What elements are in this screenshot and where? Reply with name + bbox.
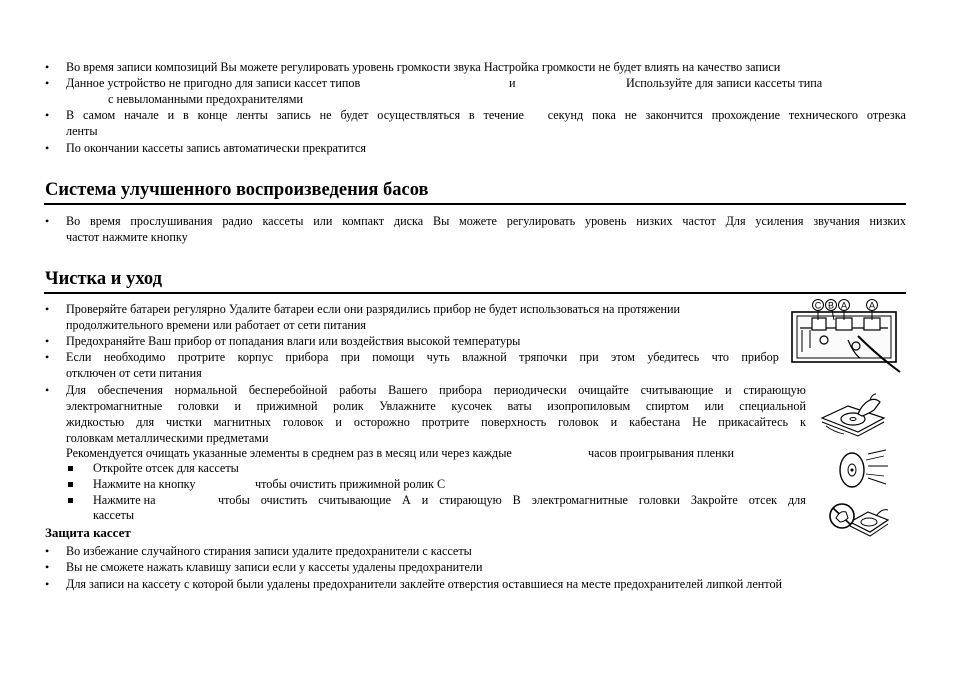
square-bullet [68,482,73,487]
cd-sun-warning-icon [834,446,890,492]
bullet: • [45,350,50,364]
care-battery-note-cont: продолжительного времени или работает от сети питания [66,318,367,332]
tape-head-diagram-icon [788,296,906,376]
bullet: • [45,302,50,316]
section-divider [44,292,906,294]
diagram-label-c: C [814,300,822,311]
care-step-2-a: Нажмите на кнопку [93,477,196,491]
recording-cassette-types-c: Используйте для записи кассеты типа [626,76,823,90]
care-heads-line-3: жидкостью для чистки магнитных головок и осторожно протрите поверхность головок и кабестана Не прикасайтесь к [66,415,806,429]
care-step-3-cont: кассеты [93,508,135,522]
recording-cassette-types-b: и [509,76,516,90]
bullet: • [45,383,50,397]
bullet: • [45,108,50,122]
bullet: • [45,141,50,155]
care-step-2-b: чтобы очистить прижимной ролик C [255,477,446,491]
care-recommend-a: Рекомендуется очищать указанные элементы в среднем раз в месяц или через каждые [66,446,512,460]
recording-volume-note: Во время записи композиций Вы можете регулировать уровень громкости звука Настройка громкости не будет влиять на качество записи [66,60,781,74]
care-wipe-note-cont: отключен от сети питания [66,366,202,380]
care-battery-note: Проверяйте батареи регулярно Удалите батареи если они разрядились прибор не будет использоваться на протяжении [66,302,681,316]
bullet: • [45,214,50,228]
protect-note-2: Вы не сможете нажать клавишу записи если у кассеты удалены предохранители [66,560,483,574]
no-touch-cd-icon [826,498,890,548]
care-step-3-b: чтобы очистить считывающие A и стирающую B электромагнитные головки Закройте отсек для [218,493,806,507]
section-title-bass: Система улучшенного воспроизведения басов [45,180,429,200]
bullet: • [45,334,50,348]
care-heads-cont: головкам металлическими предметами [66,431,269,445]
recording-cassette-types-cont: с невыломанными предохранителями [108,92,303,106]
recording-cassette-types-a: Данное устройство не пригодно для записи кассет типов [66,76,361,90]
bullet: • [45,577,50,591]
diagram-label-a-2: A [868,300,876,311]
square-bullet [68,498,73,503]
recording-tape-leader-cont: ленты [66,124,98,138]
bass-note-cont: частот нажмите кнопку [66,230,188,244]
section-title-care: Чистка и уход [45,269,162,289]
care-moisture-note: Предохраняйте Ваш прибор от попадания влаги или воздействия высокой температуры [66,334,521,348]
care-heads-line-2: электромагнитные головки и прижимной ролик Увлажните кусочек ваты изопропиловым спиртом или специальной [66,399,806,413]
care-step-1: Откройте отсек для кассеты [93,461,239,475]
bullet: • [45,60,50,74]
care-wipe-note: Если необходимо протрите корпус прибора при помощи чуть влажной тряпочки при этом убедитесь что прибор [66,350,779,364]
subsection-title-protect: Защита кассет [45,525,131,540]
diagram-label-b: B [827,300,835,311]
care-heads-line-1: Для обеспечения нормальной бесперебойной работы Вашего прибора периодически очищайте считывающие и стирающую [66,383,806,397]
cd-cleaning-icon [818,388,890,444]
bass-note: Во время прослушивания радио кассеты или компакт диска Вы можете регулировать уровень низких частот Для усиления звучания низких [66,214,906,228]
bullet: • [45,560,50,574]
recording-tape-leader-note: В самом начале и в конце ленты запись не будет осуществляться в течение секунд пока не закончится прохождение технического отрезка [66,108,906,122]
care-step-3-a: Нажмите на [93,493,156,507]
protect-note-1: Во избежание случайного стирания записи удалите предохранители с кассеты [66,544,472,558]
diagram-label-a: A [840,300,848,311]
recording-auto-stop-note: По окончании кассеты запись автоматически прекратится [66,141,366,155]
bullet: • [45,544,50,558]
bullet: • [45,76,50,90]
section-divider [44,203,906,205]
square-bullet [68,466,73,471]
care-recommend-b: часов проигрывания пленки [588,446,735,460]
protect-note-3: Для записи на кассету с которой были удалены предохранители заклейте отверстия оставшиеся на месте предохранителей липкой лентой [66,577,783,591]
